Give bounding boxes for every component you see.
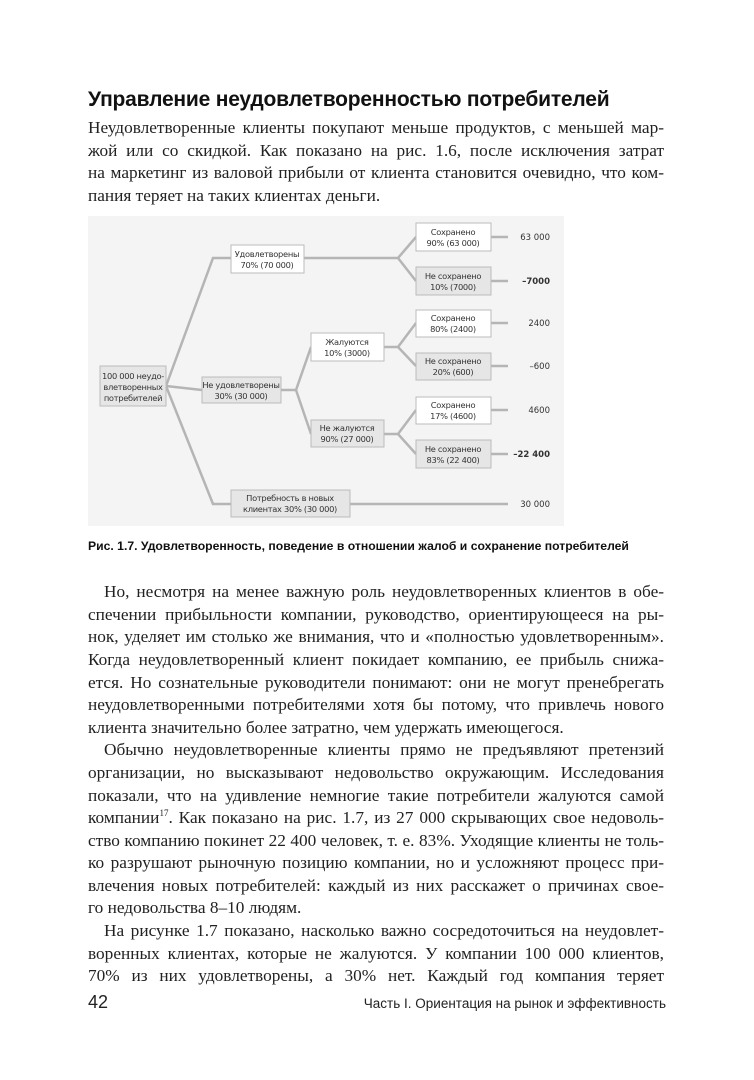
intro-line: на маркетинг из валовой прибыли от клиента становится очевидно, что ком- — [88, 163, 664, 182]
node-text: Сохранено — [430, 400, 476, 410]
leaf-value: –22 400 — [513, 450, 550, 460]
node-text: 83% (22 400) — [426, 455, 480, 465]
body-line: воренных клиентах, которые не жалуются. У компании 100 000 клиентов, — [88, 944, 664, 963]
body-line: спечении прибыльности компании, руководство, ориентирующееся на ры- — [88, 605, 664, 624]
body-line: Когда неудовлетворенный клиент покидает компанию, ее прибыль снижа- — [88, 650, 664, 669]
body-text: компании — [88, 808, 160, 827]
leaf-value: –600 — [529, 362, 550, 372]
body-line: 70% из них удовлетворены, а 30% нет. Каждый год компания теряет — [88, 966, 664, 985]
node-text: Жалуются — [325, 337, 369, 347]
node-text: влетворенных — [103, 382, 163, 392]
node-text: Не удовлетворены — [202, 380, 280, 390]
body-line — [88, 807, 664, 829]
node-text: 90% (27 000) — [320, 434, 374, 444]
leaf-retained-17 — [416, 397, 491, 424]
node-text: 17% (4600) — [430, 411, 476, 421]
leaf-lost-83 — [416, 440, 491, 468]
intro-line: пания теряет на таких клиентах деньги. — [88, 186, 381, 205]
node-text: 10% (7000) — [430, 282, 476, 292]
body-text: . Как показано на рис. 1.7, из 27 000 скрывающих свое недоволь- — [168, 808, 664, 827]
node-new-need — [231, 490, 350, 517]
node-satisfied — [231, 245, 304, 273]
section-heading: Управление неудовлетворенностью потребителей — [88, 88, 610, 111]
node-text: Сохранено — [430, 227, 476, 237]
node-root — [100, 366, 166, 406]
leaf-lost-20 — [416, 353, 491, 380]
leaf-value: 2400 — [528, 319, 550, 329]
new-need-value: 30 000 — [520, 500, 550, 510]
body-line: ство компанию покинет 22 400 человек, т. е. 83%. Уходящие клиенты не толь- — [88, 831, 664, 850]
node-complain — [311, 333, 384, 361]
body-line: показали, что на удивление немногие такие потребители жалуются самой — [88, 786, 664, 805]
body-line: ко разрушают рыночную позицию компании, но и усложняют процесс при- — [88, 853, 664, 872]
node-text: 30% (30 000) — [214, 391, 268, 401]
body-line: неудовлетворенными потребителями хотя бы потому, что привлечь нового — [88, 695, 664, 714]
body-line: ется. Но сознательные руководители понимают: они не могут пренебрегать — [88, 673, 664, 692]
body-line: клиента значительно более затратно, чем удержать имеющегося. — [88, 718, 564, 737]
node-text: потребителей — [103, 393, 163, 403]
node-text: Потребность в новых — [246, 493, 334, 503]
node-text: клиентах 30% (30 000) — [243, 504, 337, 514]
body-line: Обычно неудовлетворенные клиенты прямо не предъявляют претензий — [104, 740, 664, 759]
node-text: Сохранено — [430, 313, 476, 323]
node-unsatisfied — [202, 377, 281, 403]
node-text: 90% (63 000) — [426, 238, 480, 248]
body-line: На рисунке 1.7 показано, насколько важно сосредоточиться на неудовлет- — [104, 921, 664, 940]
figure-caption: Рис. 1.7. Удовлетворенность, поведение в отношении жалоб и сохранение потребителей — [88, 539, 629, 553]
leaf-value: –7000 — [522, 277, 550, 287]
body-line: организации, но высказывают недовольство окружающим. Исследования — [88, 763, 664, 782]
page-number: 42 — [88, 992, 109, 1012]
node-text: Не жалуются — [319, 423, 375, 433]
body-line: го недовольства 8–10 людям. — [88, 898, 302, 917]
node-not-complain — [311, 420, 384, 447]
footnote-ref[interactable]: 17 — [159, 808, 169, 819]
node-text: 10% (3000) — [324, 348, 370, 358]
leaf-value: 63 000 — [520, 233, 550, 243]
node-text: Удовлетворены — [234, 249, 300, 259]
node-text: 20% (600) — [432, 367, 474, 377]
tree-diagram — [88, 216, 564, 526]
intro-line: Неудовлетворенные клиенты покупают меньше продуктов, с меньшей мар- — [88, 118, 664, 137]
intro-line: жой или со скидкой. Как показано на рис. 1.6, после исключения затрат — [88, 141, 664, 160]
node-text: 100 000 неудо- — [102, 371, 164, 381]
body-line: влечения новых потребителей: каждый из них расскажет о причинах свое- — [88, 876, 664, 895]
node-text: Не сохранено — [424, 356, 482, 366]
node-text: Не сохранено — [424, 271, 482, 281]
running-footer: Часть I. Ориентация на рынок и эффективность — [363, 996, 666, 1011]
node-text: 70% (70 000) — [240, 260, 294, 270]
leaf-retained-90 — [416, 223, 491, 251]
leaf-lost-10 — [416, 267, 491, 295]
leaf-value: 4600 — [528, 406, 550, 416]
body-line: нок, уделяет им столько же внимания, что и «полностью удовлетворенным». — [88, 627, 664, 646]
body-line: Но, несмотря на менее важную роль неудовлетворенных клиентов в обе- — [104, 582, 664, 601]
leaf-retained-80 — [416, 310, 491, 337]
node-text: 80% (2400) — [430, 324, 476, 334]
node-text: Не сохранено — [424, 444, 482, 454]
figure-decision-tree — [88, 216, 564, 526]
